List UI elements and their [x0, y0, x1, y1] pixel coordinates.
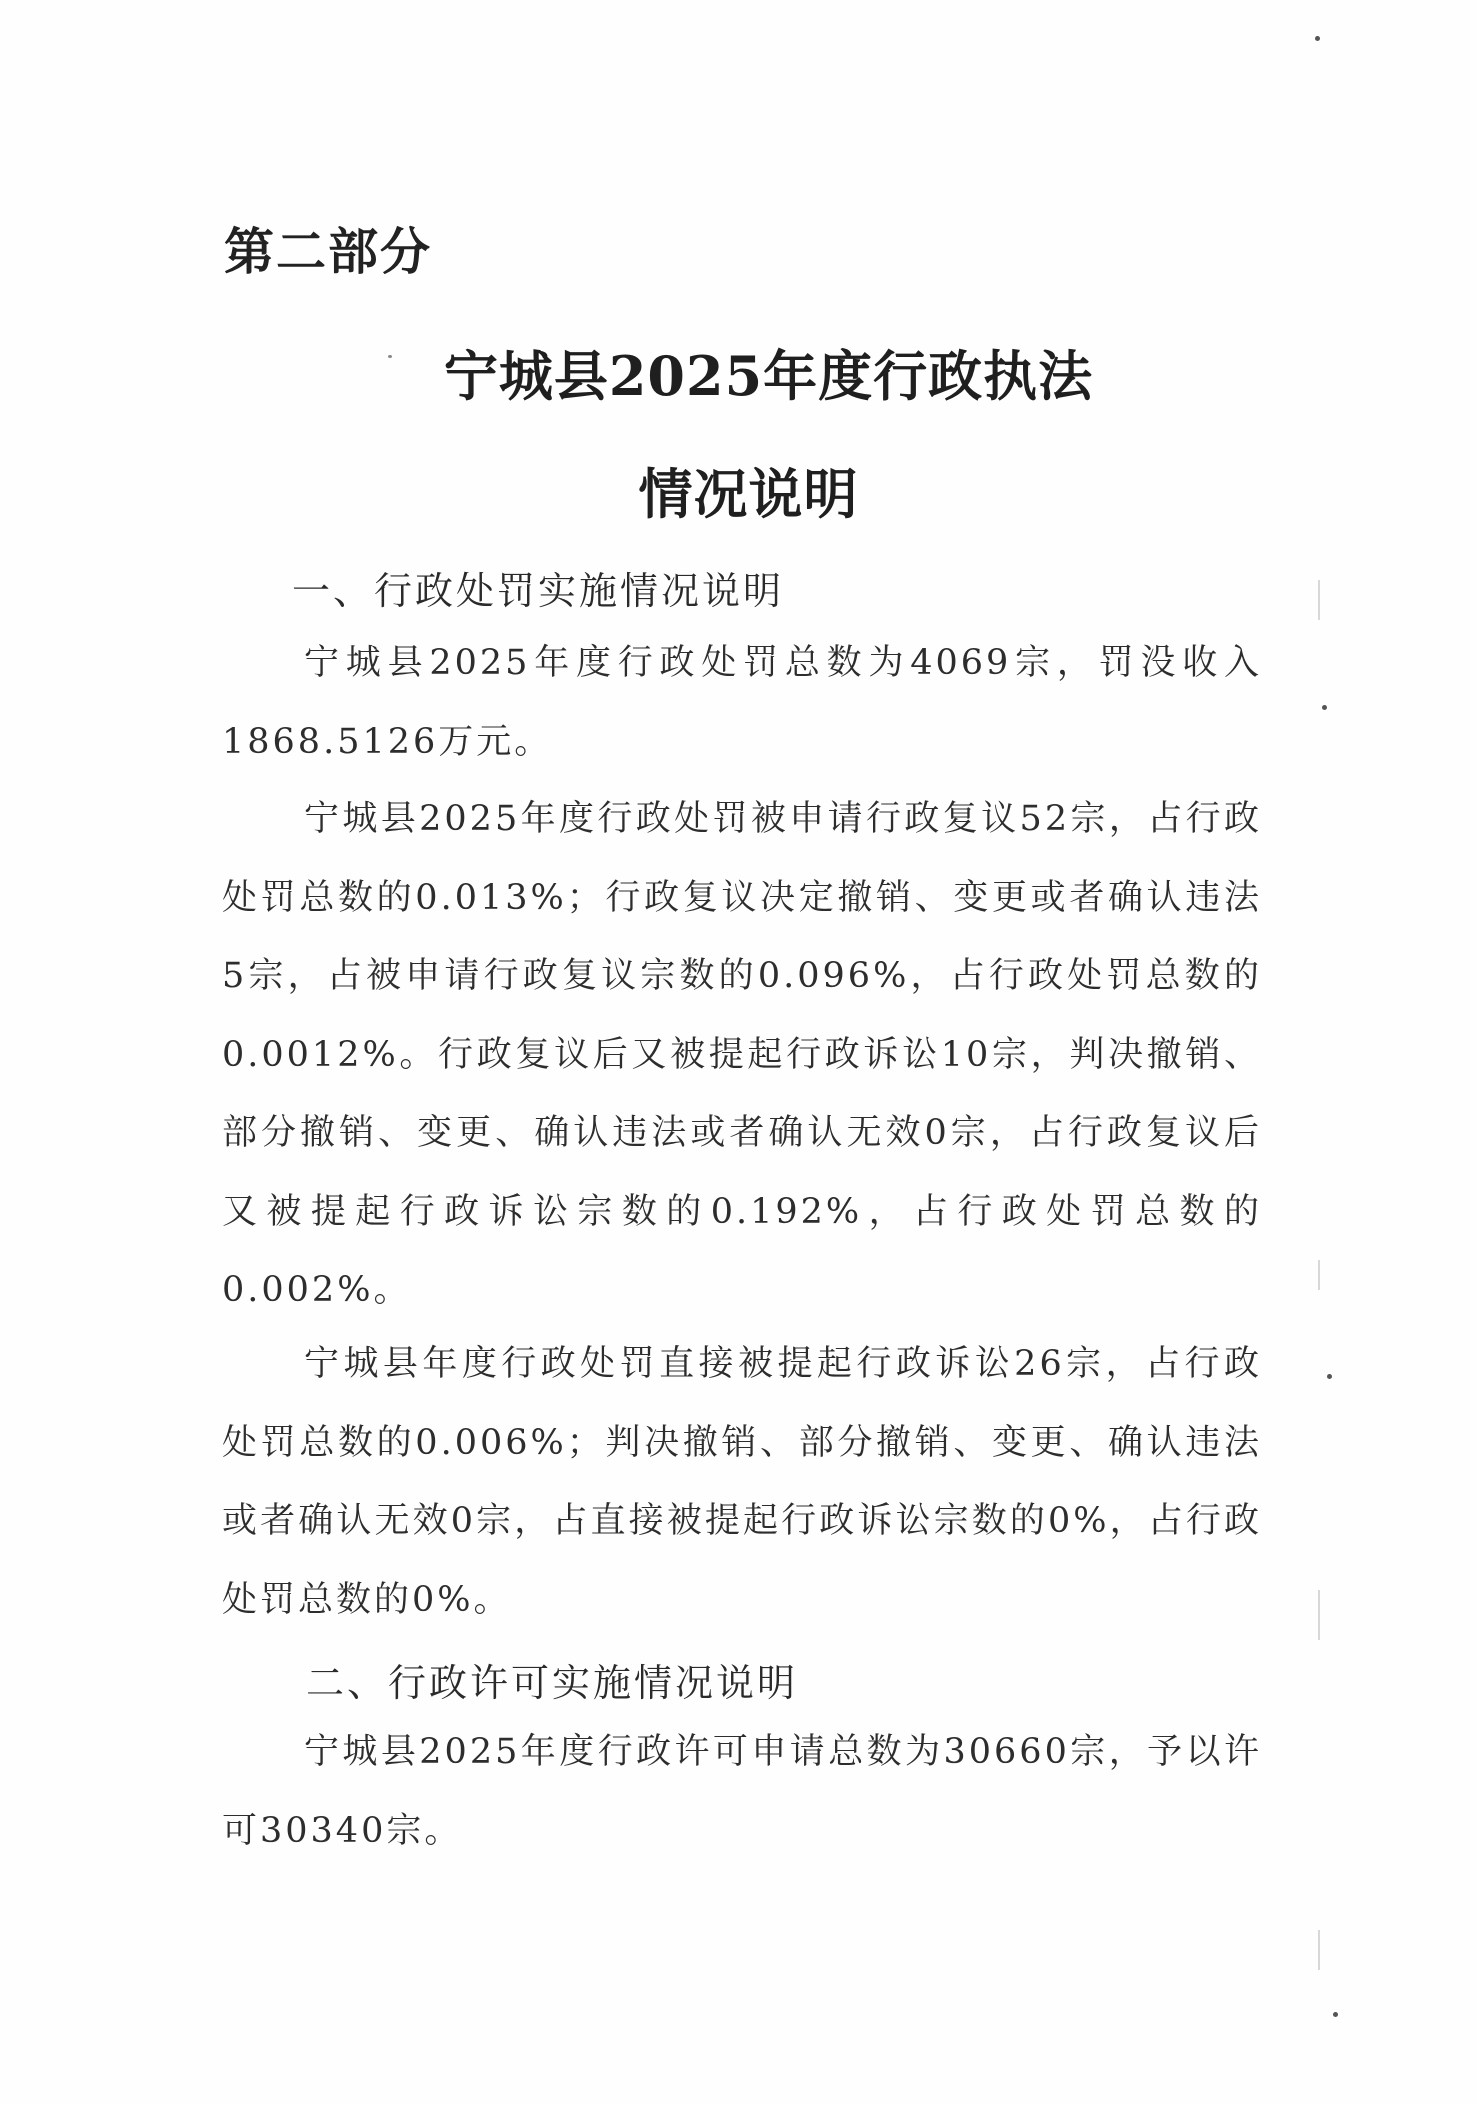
document-title-line-2: 情况说明 [638, 462, 859, 526]
scan-speck [1315, 36, 1320, 41]
scan-edge-mark [1318, 1260, 1320, 1290]
part-label: 第二部分 [224, 222, 432, 281]
document-title-line-1: 宁城县2025年度行政执法 [443, 344, 1094, 408]
paragraph-penalty-total: 宁城县2025年度行政处罚总数为4069宗，罚没收入1868.5126万元。 [222, 643, 1262, 762]
paragraph-penalty-review: 宁城县2025年度行政处罚被申请行政复议52宗，占行政处罚总数的0.013%；行政复议决定撤销、变更或者确认违法5宗，占被申请行政复议宗数的0.096%，占行政处罚总数的0.0012%。行政复议后又被提起行政诉讼10宗，判决撤销、部分撤销、变更、确认违法或者确认无效0宗，占行政复议后又被提起行政诉讼宗数的0.192%，占行政处罚总数的0.002%。 [222, 799, 1262, 1310]
scan-speck [1327, 1374, 1332, 1379]
scan-speck [1333, 2012, 1338, 2017]
section-heading-license: 二、行政许可实施情况说明 [306, 1661, 799, 1705]
scan-edge-mark [1318, 1590, 1320, 1640]
scan-edge-mark [1318, 1930, 1320, 1970]
scan-edge-mark [1318, 580, 1320, 620]
section-heading-penalty: 一、行政处罚实施情况说明 [292, 569, 785, 613]
scan-speck [388, 355, 392, 358]
scan-speck [1322, 705, 1327, 710]
paragraph-penalty-litigation: 宁城县年度行政处罚直接被提起行政诉讼26宗，占行政处罚总数的0.006%；判决撤销、部分撤销、变更、确认违法或者确认无效0宗，占直接被提起行政诉讼宗数的0%，占行政处罚总数的0%。 [222, 1344, 1262, 1620]
paragraph-license-total: 宁城县2025年度行政许可申请总数为30660宗，予以许可30340宗。 [222, 1732, 1262, 1851]
